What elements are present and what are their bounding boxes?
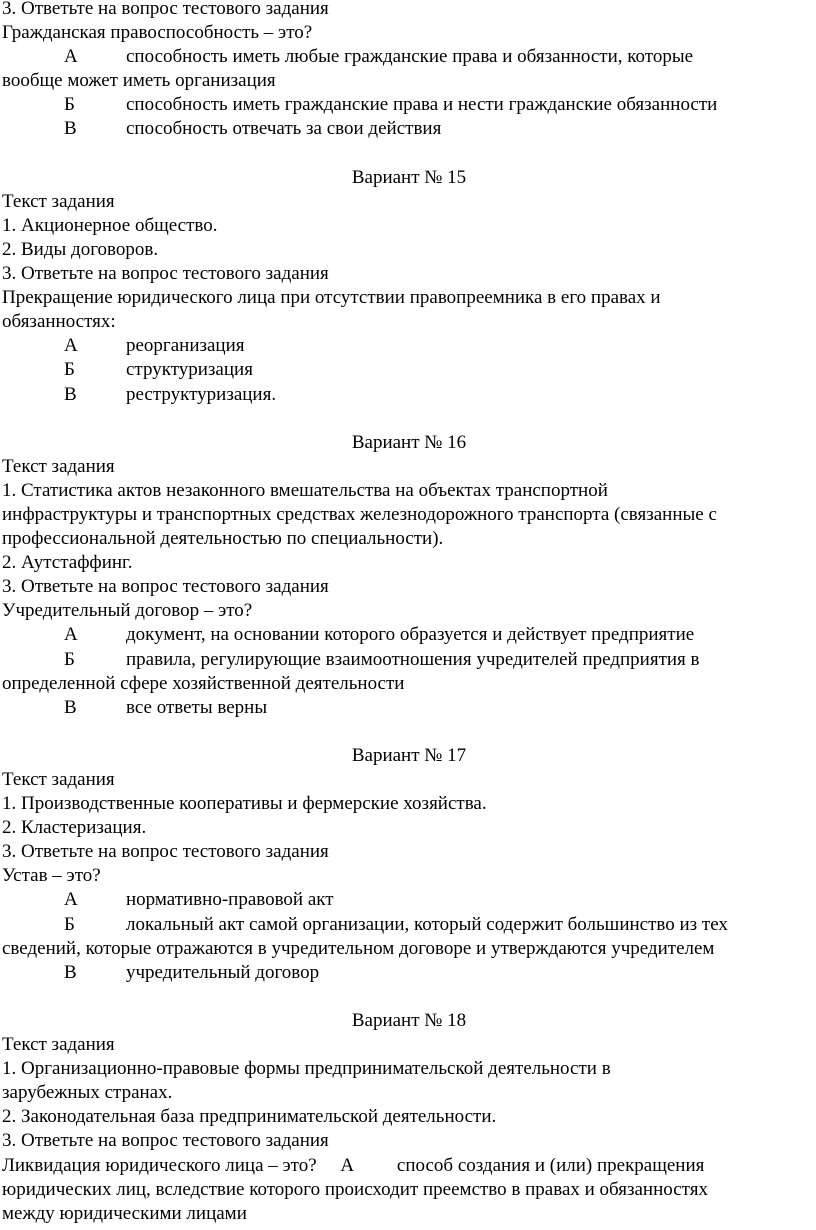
option-letter: Б [64, 913, 75, 935]
option-text: локальный акт самой организации, который содержит большинство из тех [126, 913, 728, 935]
spacer [2, 142, 816, 166]
option-b [2, 648, 816, 672]
task-label: Текст задания [2, 190, 115, 212]
task-item-1: 1. Акционерное общество. [2, 214, 218, 236]
option-text: все ответы верны [126, 696, 268, 718]
q3-header: 3. Ответьте на вопрос тестового задания [2, 0, 329, 19]
option-c [2, 117, 816, 141]
option-letter: Б [64, 648, 75, 670]
question-continuation: обязанностях: [2, 311, 116, 333]
option-continuation: определенной сфере хозяйственной деятельности [2, 672, 405, 694]
option-letter: А [64, 335, 78, 357]
task-item-3: 3. Ответьте на вопрос тестового задания [2, 841, 329, 863]
option-text: документ, на основании которого образуется и действует предприятие [126, 624, 695, 646]
task-item-2: 2. Законодательная база предпринимательской деятельности. [2, 1106, 497, 1128]
task-label: Текст задания [2, 455, 115, 477]
variant-heading: Вариант № 16 [351, 431, 467, 453]
option-c [2, 696, 816, 720]
option-c [2, 383, 816, 407]
option-text: способность иметь гражданские права и нести гражданские обязанности [126, 94, 718, 116]
option-text: способность отвечать за свои действия [126, 118, 442, 140]
option-a [2, 334, 816, 358]
question: Прекращение юридического лица при отсутствии правопреемника в его правах и [2, 287, 661, 309]
variant-heading: Вариант № 15 [351, 166, 467, 188]
option-a [2, 45, 816, 69]
option-letter: А [64, 889, 78, 911]
option-c [2, 961, 816, 985]
task-item-3: 3. Ответьте на вопрос тестового задания [2, 576, 329, 598]
variant-heading: Вариант № 18 [351, 1009, 467, 1031]
variant-heading: Вариант № 17 [351, 744, 467, 766]
task-item-1: 1. Организационно-правовые формы предпринимательской деятельности в [2, 1058, 611, 1080]
task-item-3: 3. Ответьте на вопрос тестового задания [2, 1130, 329, 1152]
option-b [2, 358, 816, 382]
option-letter: В [64, 118, 77, 140]
option-continuation: вообще может иметь организация [2, 70, 276, 92]
question-with-option-a: Ликвидация юридического лица – это? А способ создания и (или) прекращения [2, 1154, 705, 1176]
option-letter: В [64, 383, 77, 405]
option-text: реорганизация [126, 335, 245, 357]
task-item-2: 2. Виды договоров. [2, 238, 159, 260]
question: Учредительный договор – это? [2, 600, 253, 622]
option-text: правила, регулирующие взаимоотношения учредителей предприятия в [126, 648, 700, 670]
option-text: нормативно-правовой акт [126, 889, 334, 911]
task-item-1: 1. Статистика актов незаконного вмешательства на объектах транспортной [2, 479, 608, 501]
option-b [2, 913, 816, 937]
option-text: учредительный договор [126, 961, 320, 983]
task-item-3: 3. Ответьте на вопрос тестового задания [2, 263, 329, 285]
option-continuation: между юридическими лицами [2, 1202, 247, 1224]
spacer [2, 720, 816, 744]
option-a [2, 888, 816, 912]
question: Устав – это? [2, 865, 101, 887]
option-text: структуризация [126, 359, 253, 381]
option-text: реструктуризация. [126, 383, 277, 405]
option-continuation: сведений, которые отражаются в учредительном договоре и утверждаются учредителем [2, 937, 715, 959]
spacer [2, 407, 816, 431]
task-item-1-continuation: зарубежных странах. [2, 1082, 173, 1104]
task-item-2: 2. Аутстаффинг. [2, 552, 133, 574]
option-letter: А [64, 46, 78, 68]
option-letter: А [64, 624, 78, 646]
task-item-2: 2. Кластеризация. [2, 817, 147, 839]
spacer [2, 985, 816, 1009]
option-letter: Б [64, 94, 75, 116]
task-item-1-continuation: инфраструктуры и транспортных средствах железнодорожного транспорта (связанные с [2, 503, 717, 525]
task-label: Текст задания [2, 769, 115, 790]
option-continuation: юридических лиц, вследствие которого происходит преемство в правах и обязанностях [2, 1178, 708, 1200]
task-item-1: 1. Производственные кооперативы и фермерские хозяйства. [2, 793, 487, 815]
task-item-1-continuation: профессиональной деятельностью по специальности). [2, 528, 444, 550]
option-letter: Б [64, 359, 75, 381]
option-a [2, 623, 816, 647]
option-text: способность иметь любые гражданские права и обязанности, которые [126, 46, 694, 68]
task-label: Текст задания [2, 1034, 115, 1056]
option-letter: В [64, 696, 77, 718]
option-letter: В [64, 961, 77, 983]
option-b [2, 93, 816, 117]
question: Гражданская правоспособность – это? [2, 22, 313, 44]
